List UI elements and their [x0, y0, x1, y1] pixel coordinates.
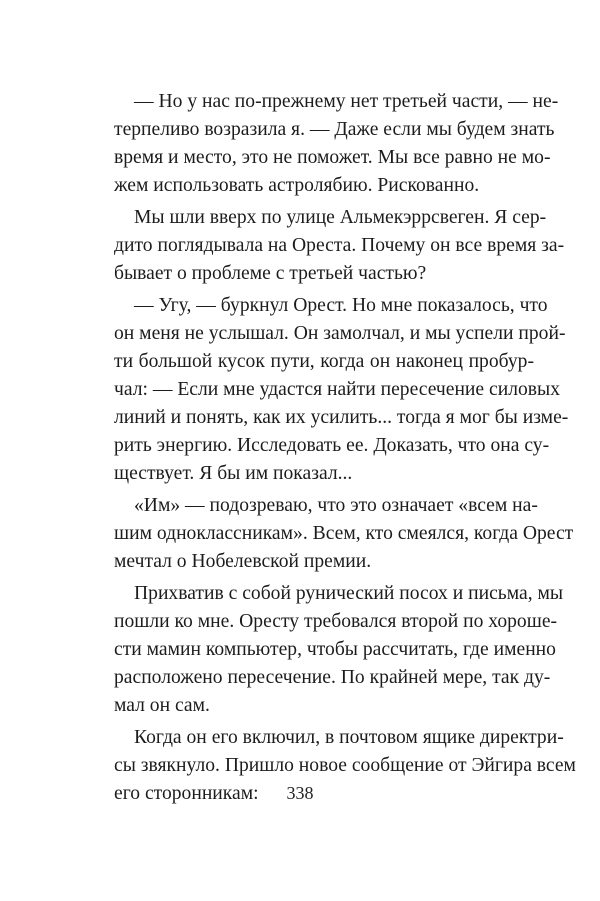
text-line: ти большой кусок пути, когда он наконец пробур-: [114, 351, 534, 372]
text-line: пошли ко мне. Оресту требовался второй по хороше-: [114, 611, 558, 632]
body-text: [114, 88, 576, 812]
text-line: его сторонникам:: [114, 783, 259, 804]
text-line: Мы шли вверх по улице Альмекэррсвеген. Я сер-: [134, 207, 547, 228]
text-line: время и место, это не поможет. Мы все равно не мо-: [114, 147, 551, 168]
text-line: дито поглядывала на Ореста. Почему он все время за-: [114, 235, 565, 256]
text-line: жем использовать астролябию. Рискованно.: [114, 175, 480, 196]
text-line: ществует. Я бы им показал...: [114, 463, 353, 484]
text-line: Когда он его включил, в почтовом ящике директри-: [134, 727, 564, 748]
text-line: рить энергию. Исследовать ее. Доказать, что она су-: [114, 435, 550, 456]
text-line: сы звякнуло. Пришло новое сообщение от Эйгира всем: [114, 755, 576, 776]
text-line: мечтал о Нобелевской премии.: [114, 551, 372, 572]
text-line: он меня не услышал. Он замолчал, и мы успели прой-: [114, 323, 566, 344]
text-line: — Но у нас по-прежнему нет третьей части, — не-: [134, 91, 559, 112]
text-line: расположено пересечение. По крайней мере, так ду-: [114, 667, 551, 688]
text-line: сти мамин компьютер, чтобы рассчитать, где именно: [114, 639, 556, 660]
paragraph-5: [114, 580, 564, 720]
paragraph-2: [114, 204, 565, 288]
page-number: 338: [286, 783, 314, 803]
text-line: шим одноклассникам». Всем, кто смеялся, когда Орест: [114, 523, 574, 544]
paragraph-3: [114, 292, 569, 488]
text-line: чал: — Если мне удастся найти пересечение силовых: [114, 379, 560, 400]
text-line: бывает о проблеме с третьей частью?: [114, 263, 427, 284]
text-line: мал он сам.: [114, 695, 210, 716]
text-line: Прихватив с собой рунический посох и письма, мы: [134, 583, 564, 604]
text-line: линий и понять, как их усилить... тогда я мог бы изме-: [114, 407, 569, 428]
paragraph-1: [114, 88, 559, 200]
text-line: — Угу, — буркнул Орест. Но мне показалось, что: [134, 295, 548, 316]
text-line: «Им» — подозреваю, что это означает «всем на-: [134, 495, 538, 516]
text-line: терпеливо возразила я. — Даже если мы будем знать: [114, 119, 555, 140]
paragraph-4: [114, 492, 574, 576]
